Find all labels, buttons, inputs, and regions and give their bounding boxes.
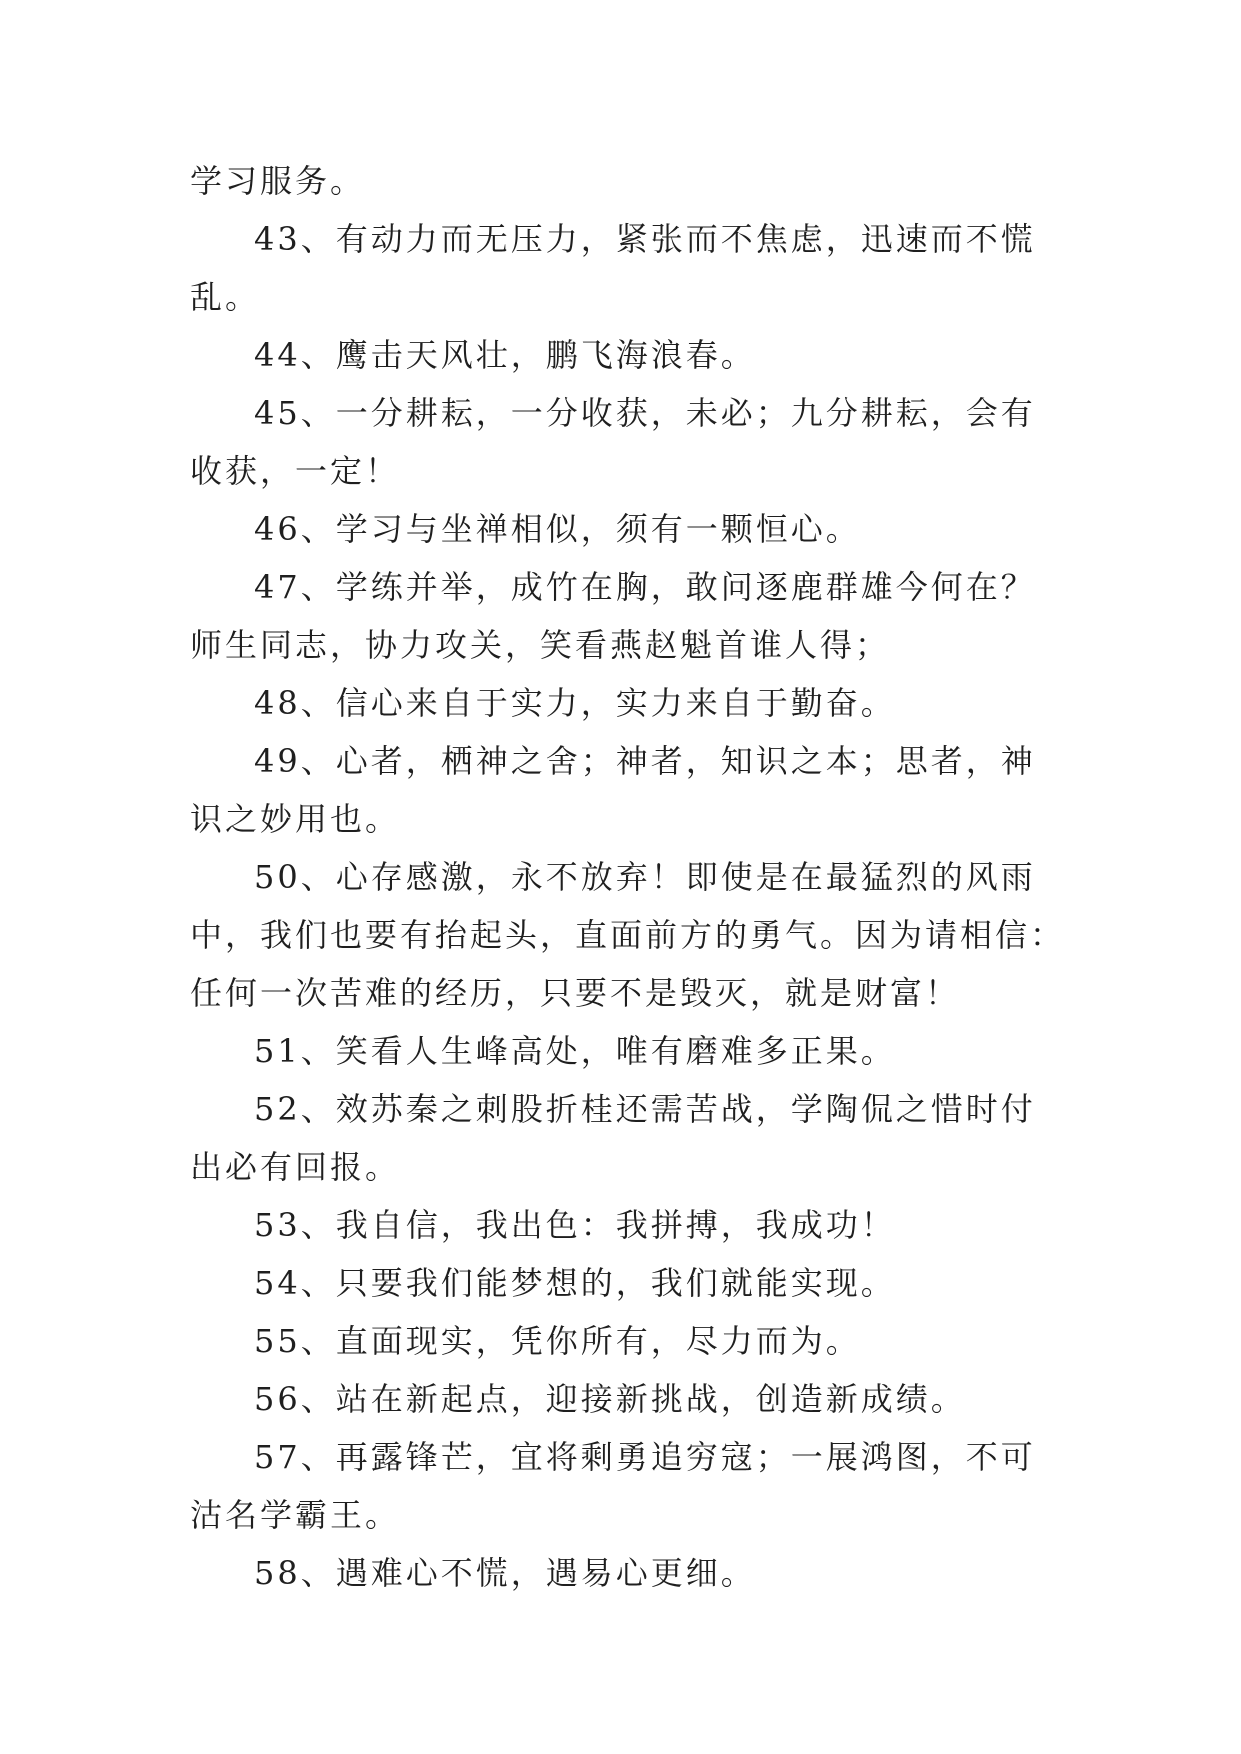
document-body: [190, 152, 1070, 1602]
paragraph-46: 46、学习与坐禅相似，须有一颗恒心。: [254, 510, 861, 548]
paragraph-56: 56、站在新起点，迎接新挑战，创造新成绩。: [254, 1380, 966, 1418]
paragraph-58: 58、遇难心不慌，遇易心更细。: [254, 1554, 756, 1592]
paragraph-55: 55、直面现实，凭你所有，尽力而为。: [254, 1322, 861, 1360]
paragraph-49: 49、心者，栖神之舍；神者，知识之本；思者，神识之妙用也。: [190, 742, 1036, 838]
paragraph-48: 48、信心来自于实力，实力来自于勤奋。: [254, 684, 896, 722]
paragraph-43: 43、有动力而无压力，紧张而不焦虑，迅速而不慌乱。: [190, 220, 1036, 316]
paragraph-45: 45、一分耕耘，一分收获，未必；九分耕耘，会有收获，一定！: [190, 394, 1036, 490]
paragraph-52: 52、效苏秦之刺股折桂还需苦战，学陶侃之惜时付出必有回报。: [190, 1090, 1036, 1186]
paragraph-53: 53、我自信，我出色：我拼搏，我成功！: [254, 1206, 896, 1244]
paragraph-44: 44、鹰击天风壮，鹏飞海浪春。: [254, 336, 756, 374]
paragraph-57: 57、再露锋芒，宜将剩勇追穷寇；一展鸿图，不可沽名学霸王。: [190, 1438, 1036, 1534]
paragraph-50: 50、心存感激，永不放弃！即使是在最猛烈的风雨中，我们也要有抬起头，直面前方的勇气。因为请相信：任何一次苦难的经历，只要不是毁灭，就是财富！: [190, 858, 1066, 1012]
paragraph-54: 54、只要我们能梦想的，我们就能实现。: [254, 1264, 896, 1302]
paragraph-51: 51、笑看人生峰高处，唯有磨难多正果。: [254, 1032, 896, 1070]
paragraph-continuation: 学习服务。: [190, 162, 366, 200]
paragraph-47: 47、学练并举，成竹在胸，敢问逐鹿群雄今何在？师生同志，协力攻关，笑看燕赵魁首谁人得；: [190, 568, 1036, 664]
